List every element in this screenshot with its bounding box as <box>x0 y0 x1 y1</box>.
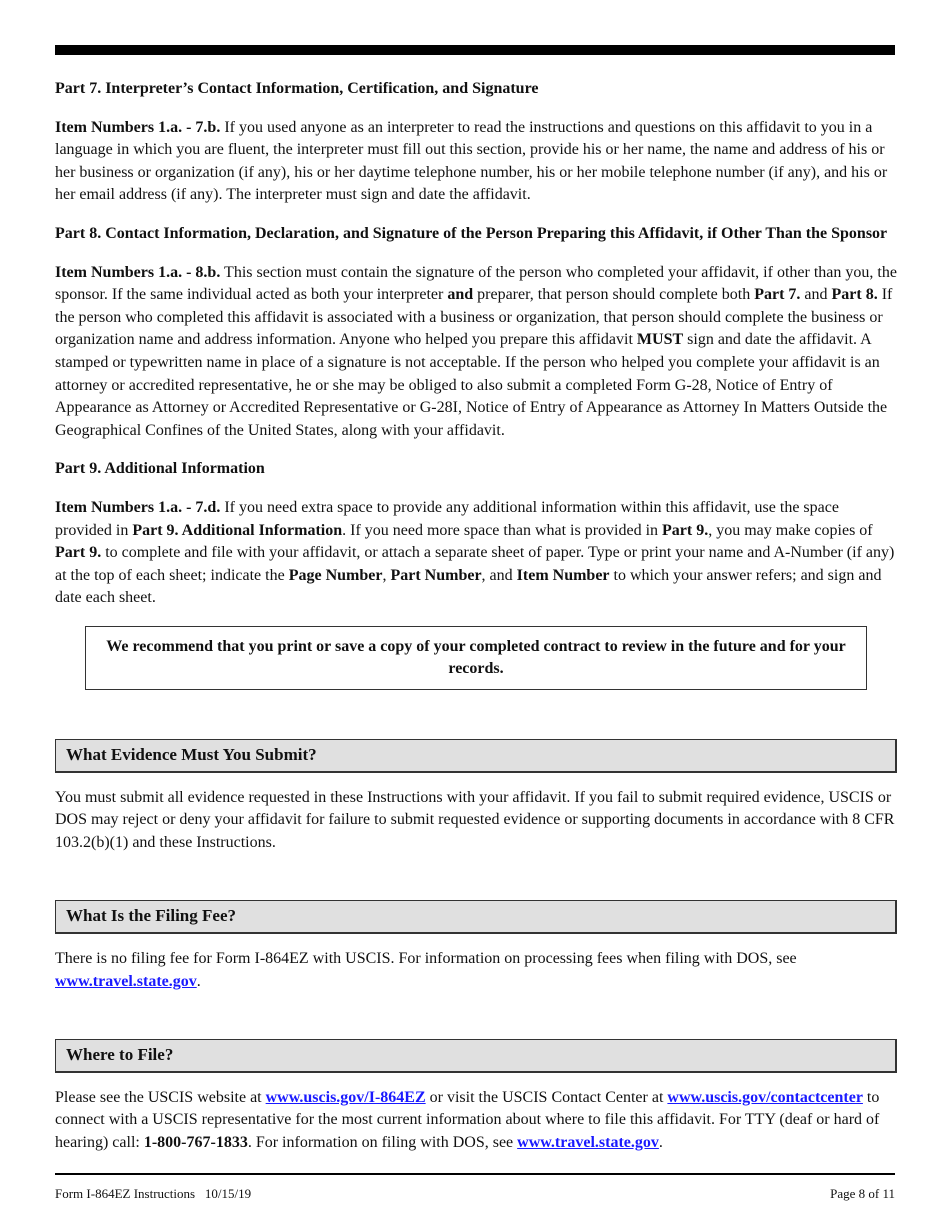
text: to complete and file with your affidavit, or attach a separate sheet of paper. Type or print your name and A-Number (if any) at the top of each sheet; indicate the <box>55 544 895 584</box>
travel-state-link[interactable]: www.travel.state.gov <box>517 1134 659 1151</box>
text: preparer, that person should complete both <box>473 286 755 304</box>
text: , and <box>481 566 517 584</box>
content <box>55 78 897 1171</box>
text: . For information on filing with DOS, see <box>247 1134 518 1151</box>
footer-rule <box>55 1173 895 1175</box>
bold-text: and <box>447 286 474 304</box>
part8-heading: Part 8. Contact Information, Declaration, and Signature of the Person Preparing this Affidavit, if Other Than the Sponsor <box>55 224 888 242</box>
bold-text: Part 7. <box>754 286 801 304</box>
bold-text: Part Number <box>390 566 482 584</box>
text: If the person who completed this affidavit is associated with a business or organization, that person should complete the business or organization name and address information. Anyone who helped you prepare this affidavit <box>55 286 893 349</box>
part9-paragraph <box>55 497 897 610</box>
tty-phone: 1-800-767-1833 <box>143 1134 248 1151</box>
text: sign and date the affidavit. A stamped or typewritten name in place of a signature is not acceptable. If the person who helped you complete your affidavit is an attorney or accredited representative, he or she may be obliged to also submit a completed Form G-28, Notice of Entry of Appearance as Attorney or Accredited Representative or G-28I, Notice of Entry of Appearance as Attorney In Matters Outside the Geographical Confines of the United States, along with your affidavit. <box>55 331 888 439</box>
text: This section must contain the signature of the person who completed your affidavit, if other than you, the sponsor. If the same individual acted as both your interpreter <box>55 263 897 304</box>
travel-state-link[interactable]: www.travel.state.gov <box>55 972 197 990</box>
text: to which your answer refers; and sign and date each sheet. <box>55 566 882 607</box>
evidence-heading: What Evidence Must You Submit? <box>55 739 897 773</box>
top-rule <box>55 45 895 55</box>
fee-paragraph <box>55 948 897 993</box>
text: Please see the USCIS website at <box>55 1088 266 1106</box>
text: There is no filing fee for Form I-864EZ with USCIS. For information on processing fees when filing with DOS, see <box>55 950 797 968</box>
evidence-paragraph: You must submit all evidence requested in these Instructions with your affidavit. If you fail to submit required evidence, USCIS or DOS may reject or deny your affidavit for failure to submit requested evidence or supporting documents in accordance with 8 CFR 103.2(b)(1) and these Instructions. <box>55 788 895 851</box>
item-label: Item Numbers 1.a. - 8.b. <box>55 263 221 281</box>
text: or visit the USCIS Contact Center at <box>425 1088 668 1106</box>
bold-text: Part 9. Additional Information <box>132 521 343 539</box>
text: If you used anyone as an interpreter to read the instructions and questions on this affidavit to you in a language in which you are fluent, the interpreter must fill out this section, provide his or her name, the name and address of his or her business or organization (if any), his or her daytime telephone number, his or her mobile telephone number (if any), and his or her email address (if any). The interpreter must sign and date the affidavit. <box>55 118 888 204</box>
footer-page-number: Page 8 of 11 <box>830 1186 895 1201</box>
part7-paragraph <box>55 117 897 207</box>
item-label: Item Numbers 1.a. - 7.d. <box>55 498 221 516</box>
item-label: Item Numbers 1.a. - 7.b. <box>55 118 221 136</box>
footer-form-id: Form I-864EZ Instructions 10/15/19 <box>55 1186 252 1201</box>
part9-heading: Part 9. Additional Information <box>55 460 265 478</box>
uscis-i864ez-link[interactable]: www.uscis.gov/I-864EZ <box>265 1088 426 1106</box>
part8-paragraph <box>55 262 897 443</box>
where-to-file-heading: Where to File? <box>55 1039 897 1073</box>
file-paragraph <box>55 1087 897 1155</box>
text: If you need extra space to provide any additional information within this affidavit, use the space provided in <box>55 498 839 539</box>
text: to connect with a USCIS representative for the most current information about where to file this affidavit. For TTY (deaf or hard of hearing) call: <box>55 1088 880 1151</box>
fee-heading: What Is the Filing Fee? <box>55 900 897 934</box>
contact-center-link[interactable]: www.uscis.gov/contactcenter <box>667 1088 863 1106</box>
text: . If you need more space than what is provided in <box>342 521 663 539</box>
bold-text: Page Number <box>288 566 383 584</box>
text: . <box>658 1134 663 1151</box>
bold-text: Part 8. <box>831 286 878 304</box>
bold-text: Part 9. <box>55 544 102 562</box>
text: , <box>382 566 391 584</box>
recommendation-callout: We recommend that you print or save a copy of your completed contract to review in the future and for your records. <box>85 626 867 690</box>
text: and <box>800 286 832 304</box>
part7-heading: Part 7. Interpreter’s Contact Information, Certification, and Signature <box>55 80 539 97</box>
bold-text: Item Number <box>516 566 610 584</box>
text: , you may make copies of <box>708 521 873 539</box>
bold-text: Part 9. <box>662 521 709 539</box>
bold-text: MUST <box>636 331 684 349</box>
text: . <box>196 972 201 990</box>
